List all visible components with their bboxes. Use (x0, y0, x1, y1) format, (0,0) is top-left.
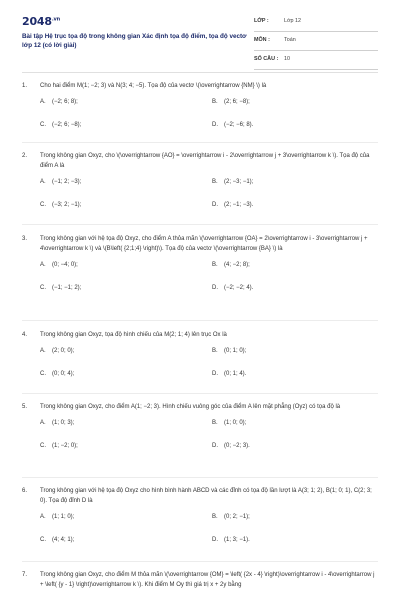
option-label: C. (40, 537, 46, 543)
option-label: B. (212, 179, 218, 185)
option-b[interactable] (212, 348, 246, 354)
question-body: Trong không gian với hệ tọa độ Oxyz, cho điểm A thỏa mãn \(\overrightarrow {OA} = 2\overrightarrow i - 3\overrightarrow j + 4\overrightarrow k \) và \(B\left( {2;1;4} \right)\). Tọa độ của vectơ \(\overrightarrow {BA} \) là (40, 236, 368, 252)
option-c[interactable] (40, 202, 81, 208)
option-label: A. (40, 514, 46, 520)
options (22, 348, 378, 390)
meta-key: SỐ CÂU : (254, 56, 279, 62)
option-label: B. (212, 348, 218, 354)
meta-value: 10 (284, 56, 290, 62)
option-label: B. (212, 514, 218, 520)
meta-key: LỚP : (254, 18, 269, 24)
option-value: (0; 0; 4); (52, 371, 75, 377)
option-c[interactable] (40, 443, 78, 449)
question-number: 2. (22, 153, 28, 159)
meta-row-subject (254, 32, 378, 51)
question-3 (22, 234, 378, 304)
option-b[interactable] (212, 262, 250, 268)
option-b[interactable] (212, 420, 246, 426)
question-text (22, 234, 378, 254)
question-divider (22, 142, 378, 143)
meta-value: Toán (284, 37, 296, 43)
option-value: (1; 0; 3); (52, 420, 75, 426)
option-a[interactable] (40, 99, 78, 105)
option-label: C. (40, 285, 46, 291)
option-d[interactable] (212, 443, 250, 449)
question-divider (22, 224, 378, 225)
option-label: B. (212, 99, 218, 105)
option-label: A. (40, 99, 46, 105)
question-body: Cho hai điểm M(1; −2; 3) và N(3; 4; −5). Tọa độ của vectơ \(\overrightarrow {NM} \) là (40, 83, 267, 89)
option-a[interactable] (40, 262, 78, 268)
option-label: C. (40, 443, 46, 449)
option-label: A. (40, 179, 46, 185)
option-b[interactable] (212, 179, 253, 185)
option-value: (1; 0; 0); (224, 420, 247, 426)
option-label: D. (212, 443, 218, 449)
option-b[interactable] (212, 514, 250, 520)
question-divider (22, 320, 378, 321)
option-value: (2; 6; −8); (224, 99, 250, 105)
option-c[interactable] (40, 537, 74, 543)
option-value: (0; −4; 0); (52, 262, 78, 268)
options (22, 99, 378, 141)
option-d[interactable] (212, 537, 250, 543)
option-label: D. (212, 202, 218, 208)
option-label: C. (40, 371, 46, 377)
option-value: (−2; −6; 8). (224, 122, 254, 128)
option-a[interactable] (40, 420, 74, 426)
option-value: (−1; −1; 2); (52, 285, 82, 291)
option-c[interactable] (40, 122, 81, 128)
option-b[interactable] (212, 99, 250, 105)
option-value: (1; 1; 0); (52, 514, 75, 520)
logo-text: 2048 (22, 15, 52, 28)
question-body: Trong không gian Oxyz, cho \(\overrightarrow {AO} = \overrightarrow i - 2\overrightarrow j + 3\overrightarrow k \). Tọa độ của điểm A là (40, 153, 370, 169)
question-text (22, 486, 378, 506)
question-text (22, 402, 378, 412)
option-value: (4; 4; 1); (52, 537, 75, 543)
meta-table (254, 13, 378, 70)
option-value: (0; 1; 4). (224, 371, 247, 377)
option-label: C. (40, 122, 46, 128)
question-number: 4. (22, 332, 28, 338)
option-label: A. (40, 348, 46, 354)
option-d[interactable] (212, 285, 253, 291)
question-5 (22, 402, 378, 462)
option-label: B. (212, 262, 218, 268)
question-body: Trong không gian Oxyz, cho điểm M thỏa mãn \(\overrightarrow {OM} = \left( {2x - 4} \right)\overrightarrow i - 4\overrightarrow j + \left( {y - 1} \right)\overrightarrow k \). Khi điểm M Oy thì giá trị x + 2y bằng (40, 572, 375, 588)
question-text (22, 570, 378, 590)
options (22, 262, 378, 304)
option-a[interactable] (40, 348, 74, 354)
option-label: A. (40, 262, 46, 268)
question-divider (22, 561, 378, 562)
option-a[interactable] (40, 514, 74, 520)
question-number: 7. (22, 572, 28, 578)
question-4 (22, 330, 378, 390)
option-label: D. (212, 537, 218, 543)
document-header (0, 0, 400, 70)
option-d[interactable] (212, 371, 246, 377)
option-c[interactable] (40, 285, 81, 291)
option-value: (1; 3; −1). (224, 537, 250, 543)
option-label: B. (212, 420, 218, 426)
option-value: (4; −2; 8); (224, 262, 250, 268)
options (22, 514, 378, 556)
meta-row-class (254, 13, 378, 32)
option-c[interactable] (40, 371, 74, 377)
question-number: 1. (22, 83, 28, 89)
option-value: (0; 1; 0); (224, 348, 247, 354)
option-label: D. (212, 285, 218, 291)
option-d[interactable] (212, 122, 253, 128)
options (22, 420, 378, 462)
option-label: D. (212, 371, 218, 377)
question-6 (22, 486, 378, 556)
question-text (22, 330, 378, 340)
question-divider (22, 477, 378, 478)
meta-key: MÔN : (254, 37, 270, 43)
question-text (22, 81, 378, 91)
option-value: (2; −1; −3). (224, 202, 254, 208)
question-number: 5. (22, 404, 28, 410)
option-value: (0; −2; 3). (224, 443, 250, 449)
options (22, 179, 378, 221)
logo-suffix: .vn (51, 16, 60, 23)
document-title: Bài tập Hệ trục tọa độ trong không gian Xác định tọa độ điểm, tọa độ vectơ lớp 12 (có lời giải) (22, 33, 247, 49)
option-value: (−3; 2; −1); (52, 202, 82, 208)
option-label: A. (40, 420, 46, 426)
site-logo[interactable] (22, 15, 60, 28)
question-2 (22, 151, 378, 221)
meta-row-count (254, 51, 378, 70)
question-number: 6. (22, 488, 28, 494)
question-7 (22, 570, 378, 590)
option-value: (−2; 6; −8); (52, 122, 82, 128)
option-value: (0; 2; −1); (224, 514, 250, 520)
meta-value: Lớp 12 (284, 18, 302, 24)
question-text (22, 151, 378, 171)
question-1 (22, 81, 378, 141)
option-label: C. (40, 202, 46, 208)
question-divider (22, 393, 378, 394)
option-d[interactable] (212, 202, 253, 208)
option-value: (−2; −2; 4). (224, 285, 254, 291)
header-divider (22, 72, 378, 73)
option-value: (−2; 6; 8); (52, 99, 78, 105)
option-value: (1; −2; 0); (52, 443, 78, 449)
question-body: Trong không gian Oxyz, tọa độ hình chiếu của M(2; 1; 4) lên trục Ox là (40, 332, 227, 338)
option-value: (−1; 2; −3); (52, 179, 82, 185)
question-body: Trong không gian với hệ tọa độ Oxyz cho hình bình hành ABCD và các đỉnh có tọa độ lần lượt là A(3; 1; 2), B(1; 0; 1), C(2; 3; 0). Tọa độ đỉnh D là (40, 488, 372, 504)
question-number: 3. (22, 236, 28, 242)
option-a[interactable] (40, 179, 81, 185)
option-label: D. (212, 122, 218, 128)
option-value: (2; 0; 0); (52, 348, 75, 354)
option-value: (2; −3; −1); (224, 179, 254, 185)
question-body: Trong không gian Oxyz, cho điểm A(1; −2; 3). Hình chiếu vuông góc của điểm A lên mặt phẳng (Oyz) có tọa độ là (40, 404, 341, 410)
